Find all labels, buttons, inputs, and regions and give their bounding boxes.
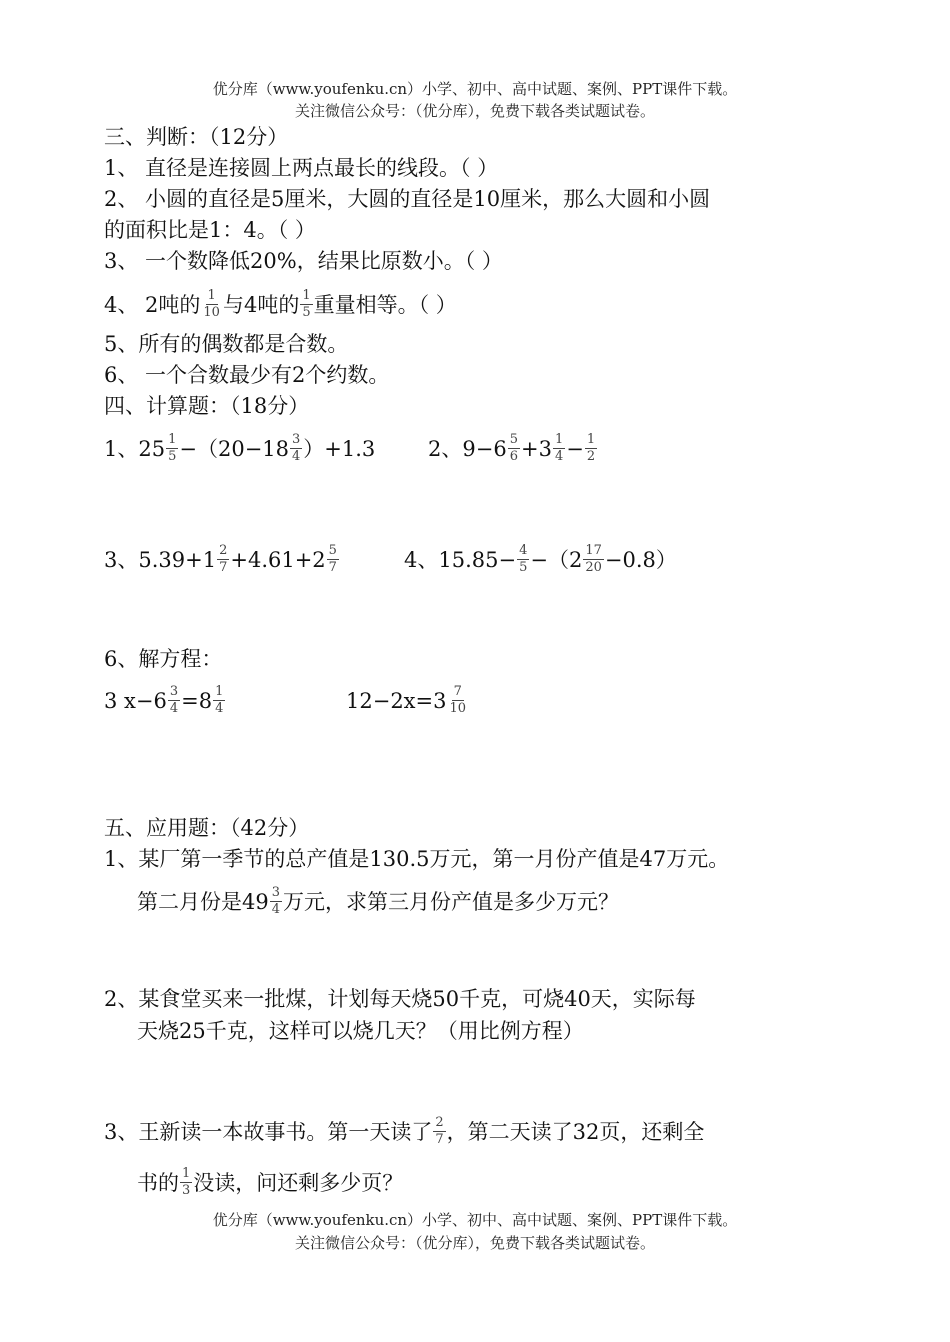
text: +3: [520, 437, 552, 461]
numerator: 1: [168, 432, 177, 447]
text: =8: [181, 689, 213, 713]
denominator: 3: [182, 1183, 191, 1198]
text: −（20−18: [179, 437, 290, 461]
footer-line-2: 关注微信公众号：（优分库），免费下载各类试题试卷。: [294, 1234, 655, 1252]
denominator: 10: [449, 701, 467, 716]
text: 2、9−6: [428, 437, 507, 461]
equation-1: [104, 686, 226, 719]
denominator: 7: [435, 1132, 444, 1147]
text: 3、王新读一本故事书。第一天读了: [104, 1120, 433, 1144]
judge-q5: 5、所有的偶数都是合数。: [104, 332, 349, 356]
calc-2: [428, 434, 598, 467]
fraction: [290, 432, 302, 465]
judge-q1: 1、 直径是连接圆上两点最长的线段。（ ）: [104, 156, 499, 180]
calc-4: [404, 545, 677, 578]
footer-line-1: 优分库（www.youfenku.cn）小学、初中、高中试题、案例、PPT课件下载。: [212, 1211, 738, 1229]
word-problem-1-line2: [137, 887, 619, 920]
judge-q6: 6、 一个合数最少有2个约数。: [104, 363, 390, 387]
text: ，第二天读了32页，还剩全: [446, 1120, 705, 1144]
numerator: 5: [328, 543, 337, 558]
fraction: [166, 432, 178, 465]
text: +4.61+2: [230, 548, 326, 572]
numerator: 1: [586, 432, 596, 447]
word-problem-3-line2: [137, 1168, 403, 1201]
fraction: [447, 684, 468, 717]
header-line-2: 关注微信公众号：（优分库），免费下载各类试题试卷。: [294, 102, 655, 120]
text: 与4吨的: [222, 293, 300, 317]
section-5-title: 五、应用题：（42分）: [104, 816, 310, 840]
header-line-1: 优分库（www.youfenku.cn）小学、初中、高中试题、案例、PPT课件下载。: [212, 80, 738, 98]
fraction: [433, 1115, 445, 1148]
text: 3、5.39+1: [104, 548, 217, 572]
section-4-title: 四、计算题：（18分）: [104, 394, 310, 418]
numerator: 3: [169, 684, 179, 699]
text: 书的: [137, 1171, 179, 1195]
numerator: 1: [182, 1166, 191, 1181]
numerator: 17: [585, 543, 602, 558]
numerator: 1: [215, 684, 224, 699]
word-problem-3-line1: [104, 1117, 704, 1150]
text: 12−2x=3: [346, 689, 447, 713]
denominator: 5: [519, 560, 528, 575]
text: 第二月份是49: [137, 890, 269, 914]
word-problem-1-line1: 1、某厂第一季节的总产值是130.5万元，第一月份产值是47万元。: [104, 847, 730, 871]
section-3-title: 三、判断：（12分）: [104, 125, 289, 149]
fraction: [327, 543, 339, 576]
text: 没读，问还剩多少页？: [193, 1171, 404, 1195]
denominator: 6: [509, 449, 518, 464]
fraction: [508, 432, 520, 465]
text: 4、15.85−: [404, 548, 517, 572]
word-problem-2-line2: 天烧25千克，这样可以烧几天？（用比例方程）: [137, 1019, 584, 1043]
fraction: [180, 1166, 192, 1199]
fraction: [270, 885, 282, 918]
denominator: 4: [215, 701, 224, 716]
text: 万元，求第三月份产值是多少万元？: [283, 890, 620, 914]
denominator: 20: [585, 560, 602, 575]
fraction: [553, 432, 565, 465]
text: −: [566, 437, 584, 461]
text: 4、 2吨的: [104, 293, 201, 317]
text: −（2: [530, 548, 583, 572]
denominator: 7: [328, 560, 337, 575]
fraction: [168, 684, 180, 717]
denominator: 5: [168, 449, 177, 464]
word-problem-2-line1: 2、某食堂买来一批煤，计划每天烧50千克，可烧40天，实际每: [104, 987, 696, 1011]
judge-q4: [104, 290, 457, 323]
numerator: 3: [292, 432, 301, 447]
equation-2: [346, 686, 469, 719]
equation-title: 6、解方程：: [104, 647, 223, 671]
fraction: [517, 543, 529, 576]
numerator: 2: [435, 1115, 444, 1130]
numerator: 1: [302, 288, 311, 303]
judge-q3: 3、 一个数降低20%，结果比原数小。（ ）: [104, 249, 503, 273]
numerator: 1: [554, 432, 564, 447]
denominator: 10: [203, 305, 220, 320]
judge-q2-line2: 的面积比是1：4。（ ）: [104, 218, 316, 242]
numerator: 7: [453, 684, 462, 699]
text: 3 x−6: [104, 689, 167, 713]
text: 1、25: [104, 437, 166, 461]
fraction: [213, 684, 225, 717]
denominator: 7: [219, 560, 228, 575]
denominator: 4: [271, 902, 281, 917]
fraction: [201, 288, 222, 321]
calc-1: [104, 434, 375, 467]
fraction: [300, 288, 312, 321]
numerator: 2: [219, 543, 228, 558]
calc-3: [104, 545, 340, 578]
denominator: 5: [302, 305, 311, 320]
fraction: [583, 543, 604, 576]
denominator: 2: [586, 449, 596, 464]
text: ）+1.3: [303, 437, 376, 461]
fraction: [217, 543, 229, 576]
denominator: 4: [169, 701, 179, 716]
fraction: [585, 432, 597, 465]
text: 重量相等。（ ）: [313, 293, 457, 317]
text: −0.8）: [604, 548, 677, 572]
denominator: 4: [292, 449, 301, 464]
numerator: 3: [271, 885, 281, 900]
numerator: 5: [509, 432, 518, 447]
judge-q2-line1: 2、 小圆的直径是5厘米，大圆的直径是10厘米，那么大圆和小圆: [104, 187, 711, 211]
numerator: 1: [207, 288, 216, 303]
numerator: 4: [519, 543, 528, 558]
denominator: 4: [554, 449, 564, 464]
